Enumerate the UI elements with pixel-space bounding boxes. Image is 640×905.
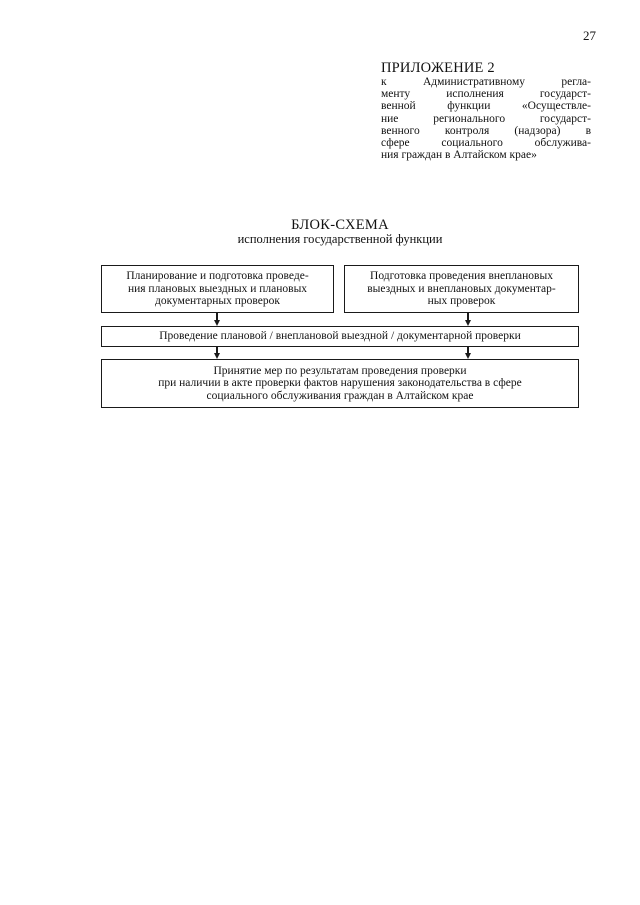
box-text-line: Планирование и подготовка проведе-	[126, 270, 309, 283]
appendix-line: сфере социального обслужива-	[381, 137, 591, 150]
flowchart-title: БЛОК-СХЕМА	[291, 217, 389, 233]
box-text-line: Подготовка проведения внеплановых	[370, 270, 553, 283]
appendix-line: к Административному регла-	[381, 76, 591, 88]
box-text-line: ных проверок	[427, 295, 496, 308]
appendix-line: менту исполнения государст-	[381, 88, 591, 101]
appendix-line: ния граждан в Алтайском крае»	[381, 149, 537, 162]
unplanned-inspection-prep-box	[344, 265, 579, 313]
box-text-line: Проведение плановой / внеплановой выездной / документарной проверки	[159, 330, 521, 343]
box-text-line: ния плановых выездных и плановых	[127, 282, 308, 295]
appendix-line: венного контроля (надзора) в	[381, 124, 591, 137]
box-text-line: социального обслуживания граждан в Алтайском крае	[206, 389, 474, 402]
flowchart-subtitle: исполнения государственной функции	[237, 232, 443, 246]
appendix-line: ние регионального государст-	[381, 112, 591, 125]
page-number: 27	[583, 28, 596, 43]
planned-inspection-prep-box	[101, 265, 334, 313]
take-measures-box	[101, 359, 579, 408]
box-text-line: документарных проверок	[155, 295, 280, 308]
box-text-line: Принятие мер по результатам проведения проверки	[213, 364, 467, 377]
box-text-line: при наличии в акте проверки фактов нарушения законодательства в сфере	[158, 377, 522, 390]
appendix-block	[381, 60, 591, 161]
appendix-heading: ПРИЛОЖЕНИЕ 2	[381, 60, 495, 76]
box-text-line: выездных и внеплановых документар-	[367, 282, 556, 295]
appendix-line: венной функции «Осуществле-	[381, 100, 591, 113]
conduct-inspection-box	[101, 326, 579, 347]
